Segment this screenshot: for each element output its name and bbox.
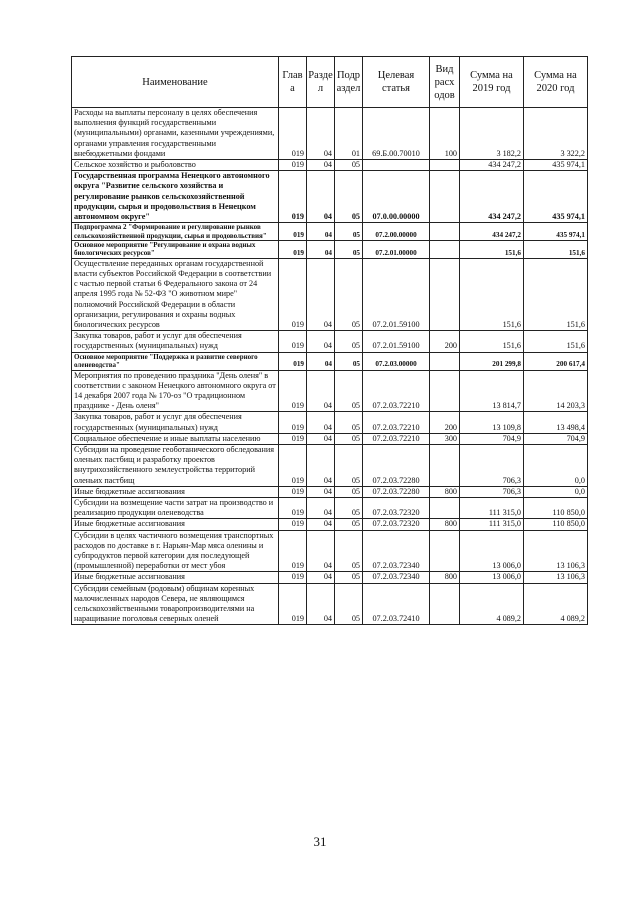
row-razdel: 04: [307, 572, 335, 583]
row-razdel: 04: [307, 497, 335, 518]
row-target: 07.2.01.59100: [363, 331, 430, 352]
row-vid: 300: [430, 433, 460, 444]
row-sum-2019: 704,9: [460, 433, 524, 444]
table-row: [72, 519, 588, 530]
row-vid: 200: [430, 412, 460, 433]
row-glava: 019: [279, 171, 307, 223]
row-podrazdel: 05: [335, 160, 363, 171]
row-sum-2019: 13 109,8: [460, 412, 524, 433]
row-target: 07.0.00.00000: [363, 171, 430, 223]
row-glava: 019: [279, 258, 307, 330]
row-razdel: 04: [307, 444, 335, 486]
row-razdel: 04: [307, 108, 335, 160]
row-razdel: 04: [307, 160, 335, 171]
row-vid: [430, 444, 460, 486]
row-sum-2019: 151,6: [460, 258, 524, 330]
row-glava: 019: [279, 412, 307, 433]
row-glava: 019: [279, 497, 307, 518]
row-name: Субсидии семейным (родовым) общинам коренных малочисленных народов Севера, не являющимся сельскохозяйственными товаропроизводителями на наращивание поголовья северных оленей: [72, 583, 279, 625]
row-razdel: 04: [307, 486, 335, 497]
row-razdel: 04: [307, 241, 335, 259]
row-target: 07.2.03.72320: [363, 497, 430, 518]
row-sum-2019: 151,6: [460, 241, 524, 259]
row-target: 07.2.03.72340: [363, 572, 430, 583]
row-glava: 019: [279, 433, 307, 444]
header-target: Целевая статья: [363, 57, 430, 108]
table-row: [72, 433, 588, 444]
row-sum-2020: 13 498,4: [524, 412, 588, 433]
row-target: 07.2.03.72210: [363, 370, 430, 412]
row-sum-2020: 3 322,2: [524, 108, 588, 160]
table-row: [72, 370, 588, 412]
row-sum-2020: 0,0: [524, 486, 588, 497]
row-razdel: 04: [307, 370, 335, 412]
row-vid: [430, 370, 460, 412]
row-target: [363, 160, 430, 171]
row-sum-2019: 13 006,0: [460, 572, 524, 583]
row-target: 07.2.03.72410: [363, 583, 430, 625]
row-name: Основное мероприятие "Регулирование и охрана водных биологических ресурсов": [72, 241, 279, 259]
table-row: [72, 486, 588, 497]
row-podrazdel: 05: [335, 497, 363, 518]
row-sum-2019: 13 814,7: [460, 370, 524, 412]
row-target: 07.2.03.00000: [363, 352, 430, 370]
row-vid: 800: [430, 486, 460, 497]
row-vid: [430, 497, 460, 518]
row-podrazdel: 05: [335, 352, 363, 370]
row-sum-2020: 151,6: [524, 331, 588, 352]
row-podrazdel: 05: [335, 519, 363, 530]
row-sum-2020: 435 974,1: [524, 171, 588, 223]
table-row: [72, 497, 588, 518]
row-glava: 019: [279, 444, 307, 486]
row-sum-2020: 704,9: [524, 433, 588, 444]
row-sum-2019: 111 315,0: [460, 497, 524, 518]
table-row: [72, 160, 588, 171]
row-name: Подпрограмма 2 "Формирование и регулирование рынков сельскохозяйственной продукции, сырья и продовольствия": [72, 223, 279, 241]
row-podrazdel: 05: [335, 433, 363, 444]
row-podrazdel: 05: [335, 583, 363, 625]
row-razdel: 04: [307, 258, 335, 330]
row-glava: 019: [279, 572, 307, 583]
row-razdel: 04: [307, 530, 335, 572]
row-sum-2019: 706,3: [460, 444, 524, 486]
row-vid: [430, 352, 460, 370]
table-row: [72, 223, 588, 241]
row-podrazdel: 05: [335, 572, 363, 583]
row-sum-2020: 14 203,3: [524, 370, 588, 412]
header-razdel: Разде л: [307, 57, 335, 108]
row-podrazdel: 05: [335, 444, 363, 486]
row-glava: 019: [279, 223, 307, 241]
row-target: 07.2.03.72280: [363, 486, 430, 497]
table-row: [72, 241, 588, 259]
row-name: Иные бюджетные ассигнования: [72, 486, 279, 497]
row-sum-2019: 201 299,8: [460, 352, 524, 370]
row-vid: [430, 258, 460, 330]
row-name: Сельское хозяйство и рыболовство: [72, 160, 279, 171]
row-vid: [430, 583, 460, 625]
row-target: 07.2.00.00000: [363, 223, 430, 241]
row-glava: 019: [279, 530, 307, 572]
row-razdel: 04: [307, 412, 335, 433]
row-razdel: 04: [307, 171, 335, 223]
table-row: [72, 258, 588, 330]
page-number: 31: [313, 834, 327, 849]
row-razdel: 04: [307, 433, 335, 444]
row-vid: [430, 241, 460, 259]
row-sum-2019: 434 247,2: [460, 223, 524, 241]
row-sum-2020: 151,6: [524, 241, 588, 259]
row-target: 69.Б.00.70010: [363, 108, 430, 160]
row-sum-2020: 13 106,3: [524, 572, 588, 583]
row-podrazdel: 05: [335, 530, 363, 572]
table-row: [72, 583, 588, 625]
row-glava: 019: [279, 370, 307, 412]
row-glava: 019: [279, 108, 307, 160]
row-vid: 800: [430, 519, 460, 530]
row-sum-2020: 13 106,3: [524, 530, 588, 572]
row-vid: [430, 530, 460, 572]
row-sum-2019: 434 247,2: [460, 160, 524, 171]
row-podrazdel: 05: [335, 171, 363, 223]
table-row: [72, 412, 588, 433]
row-podrazdel: 05: [335, 331, 363, 352]
row-target: 07.2.01.59100: [363, 258, 430, 330]
row-sum-2020: 435 974,1: [524, 223, 588, 241]
row-razdel: 04: [307, 352, 335, 370]
table-row: [72, 444, 588, 486]
table-row: [72, 352, 588, 370]
header-sum-2019: Сумма на 2019 год: [460, 57, 524, 108]
row-razdel: 04: [307, 331, 335, 352]
row-sum-2019: 151,6: [460, 331, 524, 352]
row-name: Иные бюджетные ассигнования: [72, 572, 279, 583]
row-podrazdel: 05: [335, 223, 363, 241]
row-target: 07.2.03.72280: [363, 444, 430, 486]
row-name: Субсидии на возмещение части затрат на производство и реализацию продукции оленеводства: [72, 497, 279, 518]
row-vid: [430, 171, 460, 223]
row-name: Осуществление переданных органам государственной власти субъектов Российской Федерации в соответствии с частью первой статьи 6 Федерального закона от 24 апреля 1995 года № 52-ФЗ "О животном мире" полномочий Российской Федерации в области организации, регулирования и охраны водных биологических ресурсов: [72, 258, 279, 330]
row-vid: [430, 160, 460, 171]
row-glava: 019: [279, 583, 307, 625]
row-podrazdel: 05: [335, 370, 363, 412]
row-glava: 019: [279, 486, 307, 497]
row-sum-2020: 4 089,2: [524, 583, 588, 625]
row-podrazdel: 01: [335, 108, 363, 160]
row-target: 07.2.01.00000: [363, 241, 430, 259]
row-sum-2019: 13 006,0: [460, 530, 524, 572]
header-name: Наименование: [72, 57, 279, 108]
row-podrazdel: 05: [335, 241, 363, 259]
row-razdel: 04: [307, 223, 335, 241]
row-target: 07.2.03.72320: [363, 519, 430, 530]
row-sum-2020: 0,0: [524, 444, 588, 486]
row-glava: 019: [279, 519, 307, 530]
row-vid: [430, 223, 460, 241]
table-row: [72, 171, 588, 223]
row-name: Иные бюджетные ассигнования: [72, 519, 279, 530]
row-name: Субсидии в целях частичного возмещения транспортных расходов по доставке в г. Нарьян-Мар мяса оленины и субпродуктов первой категории для последующей (промышленной) переработки от мест убоя: [72, 530, 279, 572]
row-vid: 800: [430, 572, 460, 583]
row-glava: 019: [279, 331, 307, 352]
table-row: [72, 331, 588, 352]
row-sum-2020: 110 850,0: [524, 519, 588, 530]
row-podrazdel: 05: [335, 258, 363, 330]
row-podrazdel: 05: [335, 486, 363, 497]
row-sum-2019: 4 089,2: [460, 583, 524, 625]
table-row: [72, 108, 588, 160]
row-name: Закупка товаров, работ и услуг для обеспечения государственных (муниципальных) нужд: [72, 412, 279, 433]
row-podrazdel: 05: [335, 412, 363, 433]
row-name: Социальное обеспечение и иные выплаты населению: [72, 433, 279, 444]
row-sum-2020: 110 850,0: [524, 497, 588, 518]
row-glava: 019: [279, 160, 307, 171]
row-glava: 019: [279, 241, 307, 259]
row-name: Субсидии на проведение геоботанического обследования оленьих пастбищ и разработку проектов внутрихозяйственного землеустройства территорий оленьих пастбищ: [72, 444, 279, 486]
row-target: 07.2.03.72340: [363, 530, 430, 572]
row-sum-2020: 435 974,1: [524, 160, 588, 171]
budget-table: [71, 56, 588, 625]
row-glava: 019: [279, 352, 307, 370]
row-sum-2020: 151,6: [524, 258, 588, 330]
table-row: [72, 572, 588, 583]
row-sum-2020: 200 617,4: [524, 352, 588, 370]
row-name: Расходы на выплаты персоналу в целях обеспечения выполнения функций государственными (муниципальными) органами, казенными учреждениями, органами управления государственными внебюджетными фондами: [72, 108, 279, 160]
row-target: 07.2.03.72210: [363, 412, 430, 433]
row-vid: 100: [430, 108, 460, 160]
table-header-row: [72, 57, 588, 108]
row-name: Основное мероприятие "Поддержка и развитие северного оленеводства": [72, 352, 279, 370]
table-row: [72, 530, 588, 572]
header-glava: Глав а: [279, 57, 307, 108]
row-razdel: 04: [307, 583, 335, 625]
row-sum-2019: 706,3: [460, 486, 524, 497]
row-name: Мероприятия по проведению праздника "День оленя" в соответствии с законом Ненецкого автономного округа от 14 декабря 2007 года № 170-оз "О традиционном празднике - День оленя": [72, 370, 279, 412]
header-podrazdel: Подр аздел: [335, 57, 363, 108]
row-vid: 200: [430, 331, 460, 352]
row-sum-2019: 434 247,2: [460, 171, 524, 223]
row-sum-2019: 3 182,2: [460, 108, 524, 160]
header-vid: Вид расх одов: [430, 57, 460, 108]
row-sum-2019: 111 315,0: [460, 519, 524, 530]
row-name: Закупка товаров, работ и услуг для обеспечения государственных (муниципальных) нужд: [72, 331, 279, 352]
row-target: 07.2.03.72210: [363, 433, 430, 444]
header-sum-2020: Сумма на 2020 год: [524, 57, 588, 108]
row-razdel: 04: [307, 519, 335, 530]
row-name: Государственная программа Ненецкого автономного округа "Развитие сельского хозяйства и регулирование рынков сельскохозяйственной продукции, сырья и продовольствия в Ненецком автономном округе": [72, 171, 279, 223]
